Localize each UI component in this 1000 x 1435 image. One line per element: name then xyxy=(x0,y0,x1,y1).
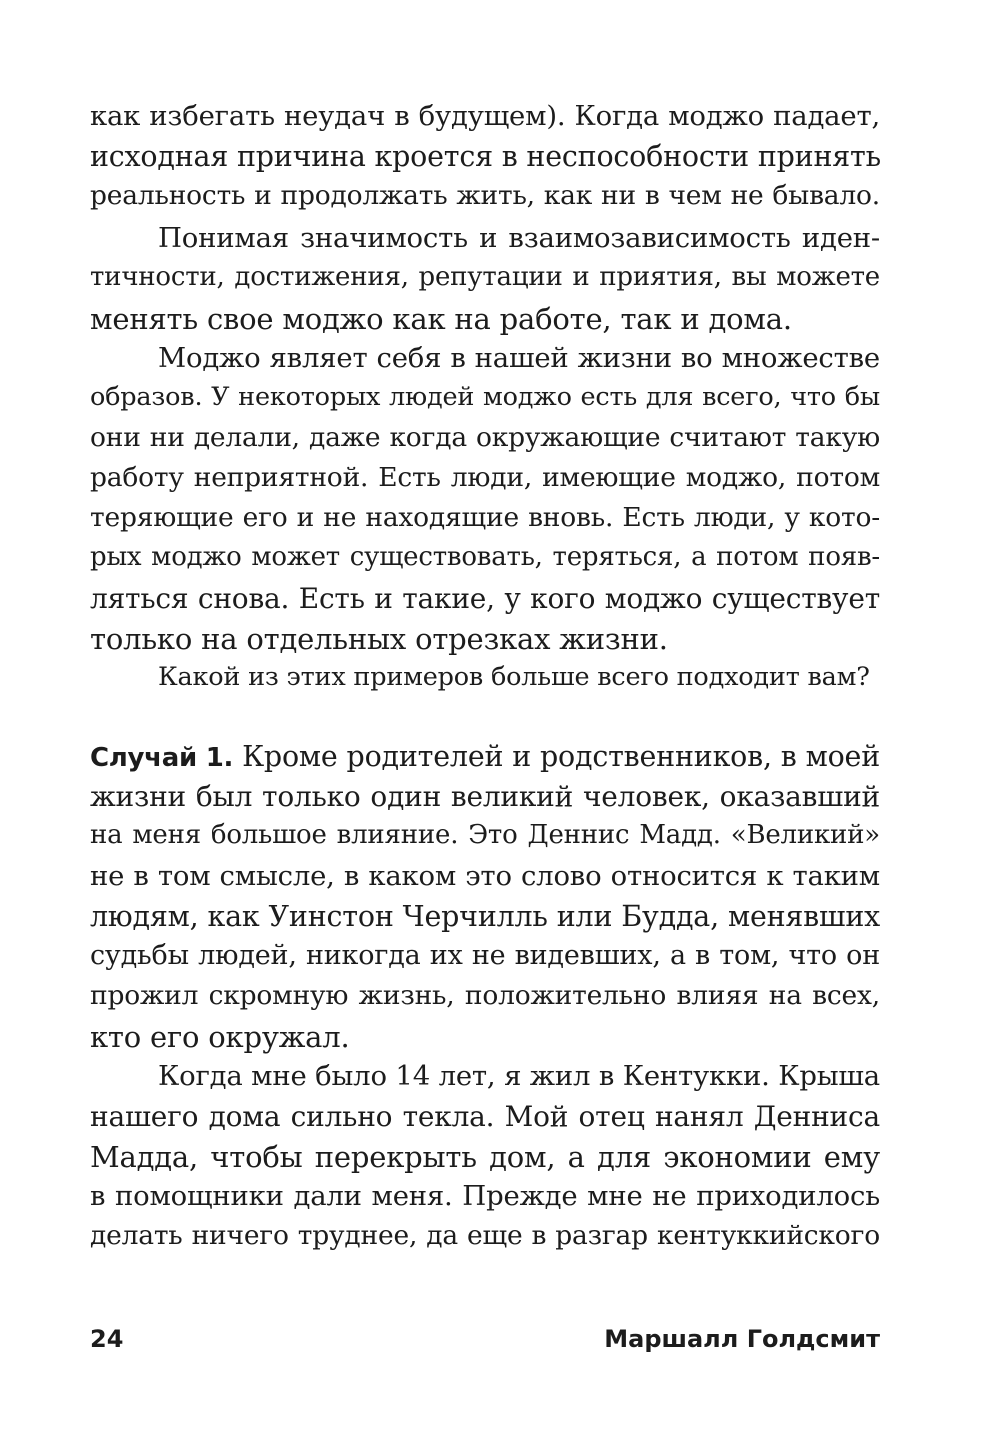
text-line: как избегать неудач в будущем). Когда моджо падает, xyxy=(90,100,880,132)
case-first-line-text: Кроме родителей и родственников, в моей xyxy=(242,740,880,773)
text-line: жизни был только один великий человек, оказавший xyxy=(90,780,880,813)
text-line: делать ничего труднее, да еще в разгар кентуккийского xyxy=(90,1220,880,1251)
text-line: теряющие его и не находящие вновь. Есть люди, у кото- xyxy=(90,502,880,533)
text-line: исходная причина кроется в неспособности принять xyxy=(90,140,881,173)
text-line: ляться снова. Есть и такие, у кого моджо существует xyxy=(90,582,880,615)
text-line: Мадда, чтобы перекрыть дом, а для экономии ему xyxy=(90,1140,880,1174)
text-line: на меня большое влияние. Это Деннис Мадд. «Великий» xyxy=(90,820,880,850)
text-line: Какой из этих примеров больше всего подходит вам? xyxy=(158,662,870,692)
text-line: в помощники дали меня. Прежде мне не приходилось xyxy=(90,1180,880,1212)
text-line: Понимая значимость и взаимозависимость иден- xyxy=(158,222,880,254)
text-line: людям, как Уинстон Черчилль или Будда, менявших xyxy=(90,900,880,933)
text-line: работу неприятной. Есть люди, имеющие моджо, потом xyxy=(90,462,880,493)
text-line: прожил скромную жизнь, положительно влияя на всех, xyxy=(90,980,880,1011)
page-number: 24 xyxy=(90,1325,124,1353)
text-line: не в том смысле, в каком это слово относится к таким xyxy=(90,860,880,892)
text-line: кто его окружал. xyxy=(90,1020,350,1054)
text-line: они ни делали, даже когда окружающие считают такую xyxy=(90,422,880,453)
case-heading-line xyxy=(90,740,880,780)
running-head-author: Маршалл Голдсмит xyxy=(604,1325,880,1353)
text-line: образов. У некоторых людей моджо есть для всего, что бы xyxy=(90,382,880,412)
case-label: Случай 1. xyxy=(90,743,234,773)
text-line: реальность и продолжать жить, как ни в чем не бывало. xyxy=(90,180,880,211)
text-line: менять свое моджо как на работе, так и дома. xyxy=(90,302,792,336)
text-line: тичности, достижения, репутации и приятия, вы можете xyxy=(90,262,880,292)
text-line: Когда мне было 14 лет, я жил в Кентукки. Крыша xyxy=(158,1060,880,1092)
text-line: судьбы людей, никогда их не видевших, а в том, что он xyxy=(90,940,880,971)
text-line: рых моджо может существовать, теряться, а потом появ- xyxy=(90,542,880,572)
text-line: только на отдельных отрезках жизни. xyxy=(90,622,668,656)
text-line: нашего дома сильно текла. Мой отец нанял Денниса xyxy=(90,1100,880,1133)
text-line: Моджо являет себя в нашей жизни во множестве xyxy=(158,342,880,374)
